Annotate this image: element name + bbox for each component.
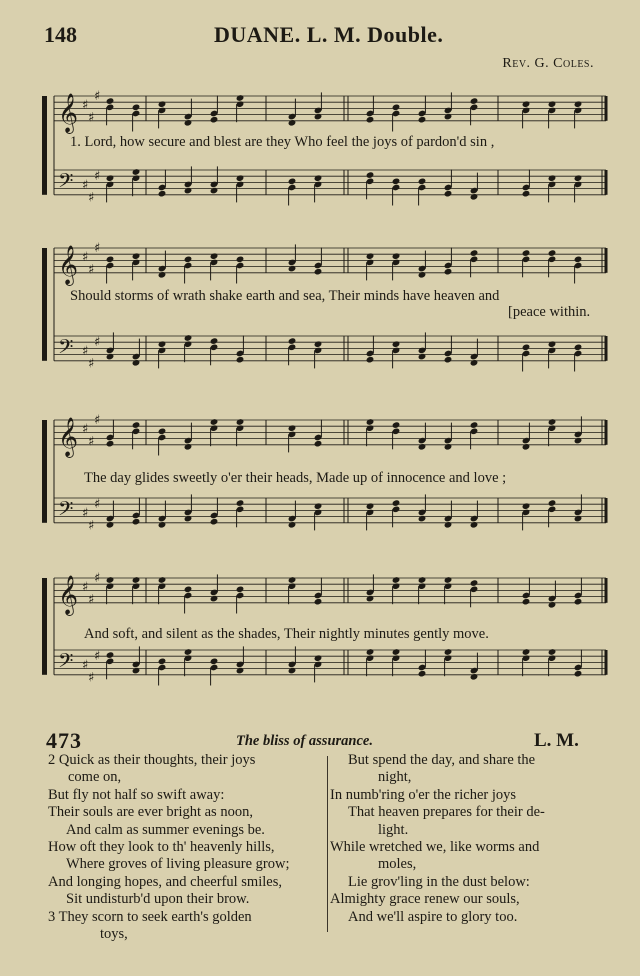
note-head	[366, 595, 375, 603]
note-head	[236, 418, 245, 426]
note-head	[132, 576, 141, 584]
note-head	[470, 249, 479, 257]
system-bracket	[42, 248, 47, 361]
note-head	[574, 174, 583, 182]
note-head	[418, 353, 427, 361]
note-head	[106, 440, 115, 448]
music-system-4	[40, 570, 612, 700]
note-head	[132, 168, 141, 176]
note-head	[574, 515, 583, 523]
note-head	[184, 648, 193, 656]
note-head	[444, 356, 453, 364]
note-head	[444, 268, 453, 276]
note-head	[444, 443, 453, 451]
note-head	[470, 421, 479, 429]
hymn-number: 473	[46, 728, 82, 753]
sharp-icon: ♯	[88, 518, 95, 534]
verse-line: How oft they look to th' heavenly hills,	[48, 839, 275, 856]
note-head	[158, 190, 167, 198]
sharp-icon: ♯	[94, 168, 101, 184]
note-head	[366, 418, 375, 426]
note-head	[444, 576, 453, 584]
verse-line: That heaven prepares for their de-	[348, 804, 545, 821]
note-head	[470, 579, 479, 587]
verse-column-left	[48, 752, 326, 943]
bass-clef-icon: 𝄢	[58, 648, 74, 677]
note-head	[106, 353, 115, 361]
note-head	[210, 418, 219, 426]
sharp-icon: ♯	[88, 110, 95, 126]
note-head	[548, 340, 557, 348]
note-head	[210, 187, 219, 195]
note-head	[522, 190, 531, 198]
note-head	[470, 193, 479, 201]
system-bracket	[42, 96, 47, 195]
verse-line: Lie grov'ling in the dust below:	[348, 873, 530, 890]
note-head	[184, 443, 193, 451]
note-head	[548, 648, 557, 656]
note-head	[418, 576, 427, 584]
verse-line: come on,	[68, 769, 122, 786]
note-head	[184, 515, 193, 523]
note-head	[522, 502, 531, 510]
note-head	[392, 178, 401, 186]
bass-clef-icon: 𝄢	[58, 496, 74, 525]
note-head	[106, 651, 115, 659]
bass-clef-icon: 𝄢	[58, 168, 74, 197]
note-head	[392, 421, 401, 429]
note-head	[444, 113, 453, 121]
lyrics-line-2-continuation: [peace within.	[508, 304, 591, 320]
note-head	[366, 171, 375, 179]
note-head	[392, 499, 401, 507]
treble-clef-icon: 𝄞	[58, 416, 79, 457]
note-head	[548, 499, 557, 507]
note-head	[444, 190, 453, 198]
note-head	[184, 256, 193, 264]
verse-line: In numb'ring o'er the richer joys	[330, 786, 517, 803]
hymn-meter: L. M.	[534, 730, 579, 751]
note-head	[210, 658, 219, 666]
sharp-icon: ♯	[94, 88, 101, 104]
note-head	[288, 576, 297, 584]
note-head	[522, 100, 531, 108]
verse-line: Their souls are ever bright as noon,	[48, 804, 253, 821]
note-head	[548, 249, 557, 257]
note-head	[574, 256, 583, 264]
note-head	[106, 174, 115, 182]
note-head	[366, 648, 375, 656]
page-header	[0, 22, 640, 52]
note-head	[574, 100, 583, 108]
note-head	[366, 502, 375, 510]
system-bracket	[42, 420, 47, 523]
note-head	[522, 249, 531, 257]
note-head	[314, 340, 323, 348]
note-head	[366, 252, 375, 260]
note-head	[132, 104, 141, 112]
note-head	[184, 119, 193, 127]
sharp-icon: ♯	[88, 190, 95, 206]
verse-line: But fly not half so swift away:	[48, 786, 225, 803]
note-head	[106, 256, 115, 264]
note-head	[158, 576, 167, 584]
note-head	[470, 521, 479, 529]
note-head	[574, 437, 583, 445]
note-head	[236, 586, 245, 594]
sharp-icon: ♯	[82, 98, 89, 114]
note-head	[418, 443, 427, 451]
note-head	[418, 670, 427, 678]
system-bracket	[42, 578, 47, 675]
note-head	[366, 116, 375, 124]
music-system-3	[40, 410, 612, 550]
lyrics-line-2: Should storms of wrath shake earth and sea, Their minds have heaven and	[70, 288, 500, 304]
note-head	[158, 658, 167, 666]
sharp-icon: ♯	[82, 344, 89, 360]
note-head	[288, 521, 297, 529]
note-head	[392, 648, 401, 656]
note-head	[574, 344, 583, 352]
note-head	[288, 265, 297, 273]
sharp-icon: ♯	[94, 334, 101, 350]
note-head	[444, 521, 453, 529]
lyrics-line-3: The day glides sweetly o'er their heads, Made up of innocence and love ;	[84, 470, 507, 486]
note-head	[236, 256, 245, 264]
note-head	[392, 104, 401, 112]
note-head	[392, 576, 401, 584]
note-head	[184, 586, 193, 594]
verse-line: night,	[378, 769, 412, 786]
sharp-icon: ♯	[82, 422, 89, 438]
note-head	[210, 595, 219, 603]
note-head	[236, 499, 245, 507]
note-head	[132, 518, 141, 526]
note-head	[210, 518, 219, 526]
sharp-icon: ♯	[94, 496, 101, 512]
sharp-icon: ♯	[88, 434, 95, 450]
verse-line: And longing hopes, and cheerful smiles,	[48, 873, 282, 890]
note-head	[132, 359, 141, 367]
note-head	[548, 418, 557, 426]
note-head	[210, 116, 219, 124]
note-head	[574, 670, 583, 678]
note-head	[158, 428, 167, 436]
sharp-icon: ♯	[82, 506, 89, 522]
note-head	[418, 116, 427, 124]
note-head	[366, 356, 375, 364]
sharp-icon: ♯	[94, 240, 101, 256]
note-head	[522, 648, 531, 656]
verse-line: While wretched we, like worms and	[330, 839, 540, 856]
tune-title: DUANE. L. M. Double.	[214, 22, 444, 47]
sharp-icon: ♯	[82, 658, 89, 674]
note-head	[158, 271, 167, 279]
lyrics-line-1: 1. Lord, how secure and blest are they Who feel the joys of pardon'd sin ,	[70, 134, 495, 150]
note-head	[210, 337, 219, 345]
note-head	[158, 100, 167, 108]
music-system-2	[40, 240, 612, 380]
note-head	[548, 601, 557, 609]
sharp-icon: ♯	[82, 178, 89, 194]
verse-line: moles,	[378, 856, 417, 873]
note-head	[314, 598, 323, 606]
treble-clef-icon: 𝄞	[58, 92, 79, 133]
verse-line: And calm as summer evenings be.	[66, 821, 265, 838]
note-head	[392, 340, 401, 348]
verse-line: toys,	[100, 926, 128, 943]
note-head	[444, 648, 453, 656]
note-head	[236, 356, 245, 364]
note-head	[132, 421, 141, 429]
note-head	[392, 252, 401, 260]
note-head	[158, 521, 167, 529]
note-head	[470, 359, 479, 367]
verse-line: 2 Quick as their thoughts, their joys	[48, 752, 256, 768]
note-head	[548, 100, 557, 108]
note-head	[314, 654, 323, 662]
sharp-icon: ♯	[88, 670, 95, 686]
verse-line: 3 They scorn to seek earth's golden	[48, 908, 252, 925]
note-head	[288, 178, 297, 186]
sharp-icon: ♯	[94, 412, 101, 428]
lyrics-line-4: And soft, and silent as the shades, Their nightly minutes gently move.	[84, 626, 489, 642]
note-head	[288, 337, 297, 345]
composer-credit: Rev. G. Coles.	[502, 56, 594, 71]
note-head	[314, 113, 323, 121]
treble-clef-icon: 𝄞	[58, 574, 79, 615]
note-head	[470, 97, 479, 105]
note-head	[314, 440, 323, 448]
sharp-icon: ♯	[88, 262, 95, 278]
verse-line: And we'll aspire to glory too.	[348, 908, 518, 925]
verse-line: Almighty grace renew our souls,	[330, 891, 520, 908]
note-head	[288, 424, 297, 432]
note-head	[470, 673, 479, 681]
hymn-subtitle: The bliss of assurance.	[236, 733, 373, 749]
sharp-icon: ♯	[82, 580, 89, 596]
note-head	[236, 174, 245, 182]
verse-line: But spend the day, and share the	[348, 752, 536, 768]
note-head	[132, 667, 141, 675]
sharp-icon: ♯	[94, 570, 101, 586]
verse-line: light.	[378, 821, 409, 838]
note-head	[522, 598, 531, 606]
note-head	[314, 174, 323, 182]
sharp-icon: ♯	[88, 356, 95, 372]
note-head	[106, 97, 115, 105]
bass-clef-icon: 𝄢	[58, 334, 74, 363]
sharp-icon: ♯	[88, 592, 95, 608]
note-head	[522, 344, 531, 352]
note-head	[236, 94, 245, 102]
note-head	[184, 187, 193, 195]
note-head	[288, 667, 297, 675]
note-head	[106, 576, 115, 584]
note-head	[132, 252, 141, 260]
sharp-icon: ♯	[94, 648, 101, 664]
note-head	[158, 340, 167, 348]
verse-column-right	[330, 752, 600, 926]
verse-line: Where groves of living pleasure grow;	[66, 856, 290, 873]
note-head	[418, 271, 427, 279]
note-head	[522, 443, 531, 451]
column-divider	[327, 756, 328, 932]
page-number: 148	[44, 22, 77, 47]
note-head	[236, 667, 245, 675]
note-head	[106, 521, 115, 529]
note-head	[210, 252, 219, 260]
note-head	[288, 119, 297, 127]
note-head	[418, 178, 427, 186]
note-head	[548, 174, 557, 182]
note-head	[184, 334, 193, 342]
music-system-1	[40, 84, 612, 214]
note-head	[574, 598, 583, 606]
note-head	[314, 502, 323, 510]
treble-clef-icon: 𝄞	[58, 244, 79, 285]
sharp-icon: ♯	[82, 250, 89, 266]
note-head	[314, 268, 323, 276]
verse-line: Sit undisturb'd upon their brow.	[66, 891, 250, 908]
note-head	[418, 515, 427, 523]
